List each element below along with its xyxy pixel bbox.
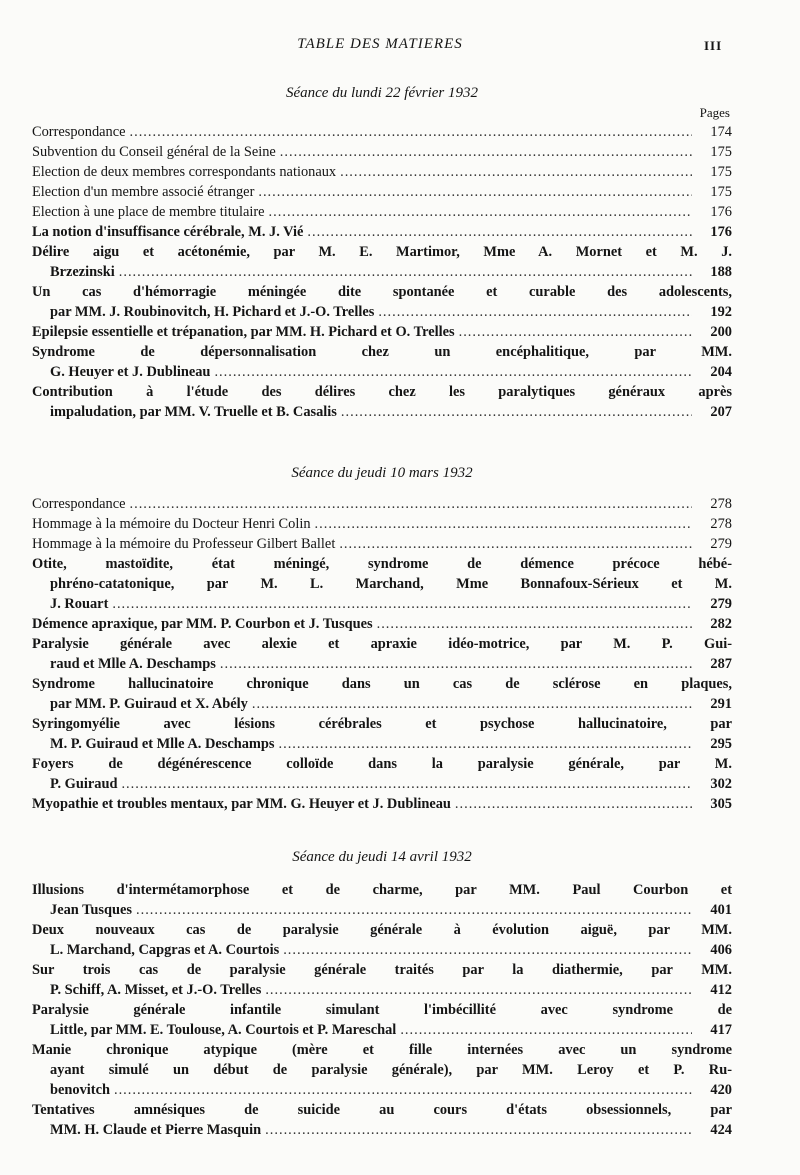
dot-leader	[252, 694, 692, 714]
section-title: Séance du lundi 22 février 1932	[285, 85, 479, 101]
entry-list	[32, 494, 732, 814]
entry-line: Délire aigu et acétonémie, par M. E. Martimor, Mme A. Mornet et M. J.	[32, 244, 732, 260]
toc-entry	[32, 382, 732, 422]
entry-line: Un cas d'hémorragie méningée dite spontanée et curable des adolescents,	[32, 284, 732, 300]
toc-entry	[32, 282, 732, 322]
entry-text: raud et Mlle A. Deschamps	[50, 656, 216, 672]
entry-line: Syndrome hallucinatoire chronique dans un cas de sclérose en plaques,	[32, 676, 732, 692]
toc-entry	[32, 1000, 732, 1040]
toc-entry	[32, 322, 732, 342]
entry-page-number: 291	[710, 696, 732, 712]
entry-line: Paralysie générale avec alexie et apraxie idéo-motrice, par M. P. Gui-	[32, 636, 732, 652]
toc-entry	[32, 1040, 732, 1100]
running-header	[0, 36, 800, 60]
entry-text: Jean Tusques	[50, 902, 132, 918]
section-session-3	[32, 846, 732, 1140]
dot-leader	[265, 980, 692, 1000]
entry-text: Correspondance	[32, 496, 126, 512]
entry-text: MM. H. Claude et Pierre Masquin	[50, 1122, 262, 1138]
toc-entry	[32, 920, 732, 960]
entry-page-number: 192	[710, 304, 732, 320]
entry-text: Démence apraxique, par MM. P. Courbon et J. Tusques	[32, 616, 373, 632]
entry-text: La notion d'insuffisance cérébrale, M. J. Vié	[32, 224, 304, 240]
entry-text: Correspondance	[32, 124, 126, 140]
entry-page-number: 282	[710, 616, 732, 632]
dot-leader	[340, 162, 692, 182]
entry-page-number: 175	[710, 164, 732, 180]
dot-leader	[136, 900, 692, 920]
entry-line: phréno-catatonique, par M. L. Marchand, Mme Bonnafoux-Sérieux et M.	[50, 576, 732, 592]
toc-entry	[32, 242, 732, 282]
entry-page-number: 278	[710, 496, 732, 512]
toc-entry	[32, 754, 732, 794]
toc-entry	[32, 202, 732, 222]
entry-line: Tentatives amnésiques de suicide au cours d'états obsessionnels, par	[32, 1102, 732, 1118]
dot-leader	[214, 362, 692, 382]
entry-text: Election d'un membre associé étranger	[32, 184, 255, 200]
entry-line	[32, 202, 732, 222]
section-session-1	[32, 82, 732, 422]
entry-line	[32, 654, 732, 674]
dot-leader	[258, 182, 692, 202]
entry-page-number: 279	[710, 596, 732, 612]
section-session-2	[32, 462, 732, 814]
dot-leader	[307, 222, 692, 242]
dot-leader	[341, 402, 692, 422]
entry-line	[32, 262, 732, 282]
page-number: III	[704, 38, 723, 53]
dot-leader	[283, 940, 692, 960]
entry-line: Otite, mastoïdite, état méningé, syndrome de démence précoce hébé-	[32, 556, 732, 572]
section-title: Séance du jeudi 14 avril 1932	[292, 849, 472, 865]
entry-list	[32, 122, 732, 422]
dot-leader	[112, 594, 692, 614]
toc-entry	[32, 494, 732, 514]
dot-leader	[119, 262, 692, 282]
entry-text: P. Guiraud	[50, 776, 118, 792]
entry-line	[32, 614, 732, 634]
entry-page-number: 188	[710, 264, 732, 280]
entry-text: par MM. J. Roubinovitch, H. Pichard et J.-O. Trelles	[50, 304, 375, 320]
entry-line	[32, 322, 732, 342]
entry-text: Election de deux membres correspondants nationaux	[32, 164, 337, 180]
entry-line: Foyers de dégénérescence colloïde dans la paralysie générale, par M.	[32, 756, 732, 772]
entry-line	[32, 182, 732, 202]
dot-leader	[114, 1080, 692, 1100]
entry-page-number: 287	[710, 656, 732, 672]
toc-entry	[32, 534, 732, 554]
entry-line	[32, 302, 732, 322]
entry-page-number: 207	[710, 404, 732, 420]
pages-column-label: Pages	[699, 105, 730, 120]
entry-text: Little, par MM. E. Toulouse, A. Courtois et P. Mareschal	[50, 1022, 397, 1038]
entry-text: par MM. P. Guiraud et X. Abély	[50, 696, 248, 712]
entry-line	[32, 362, 732, 382]
section-title: Séance du jeudi 10 mars 1932	[291, 465, 473, 481]
entry-line	[32, 1080, 732, 1100]
entry-line	[32, 900, 732, 920]
dot-leader	[121, 774, 692, 794]
toc-entry	[32, 960, 732, 1000]
toc-entry	[32, 222, 732, 242]
entry-line	[32, 1120, 732, 1140]
toc-entry	[32, 554, 732, 614]
entry-line: Manie chronique atypique (mère et fille internées avec un syndrome	[32, 1042, 732, 1058]
entry-line	[32, 402, 732, 422]
entry-page-number: 278	[710, 516, 732, 532]
toc-entry	[32, 162, 732, 182]
dot-leader	[377, 614, 692, 634]
entry-line	[32, 534, 732, 554]
entry-line	[32, 142, 732, 162]
toc-entry	[32, 142, 732, 162]
entry-line	[32, 494, 732, 514]
dot-leader	[280, 142, 692, 162]
dot-leader	[315, 514, 692, 534]
entry-line: Contribution à l'étude des délires chez les paralytiques généraux après	[32, 384, 732, 400]
toc-entry	[32, 182, 732, 202]
entry-text: G. Heuyer et J. Dublineau	[50, 364, 211, 380]
dot-leader	[400, 1020, 692, 1040]
toc-entry	[32, 514, 732, 534]
entry-page-number: 279	[710, 536, 732, 552]
toc-entry	[32, 614, 732, 634]
toc-entry	[32, 794, 732, 814]
dot-leader	[459, 322, 692, 342]
entry-page-number: 176	[710, 204, 732, 220]
entry-line: Syringomyélie avec lésions cérébrales et psychose hallucinatoire, par	[32, 716, 732, 732]
entry-text: Election à une place de membre titulaire	[32, 204, 265, 220]
entry-text: Myopathie et troubles mentaux, par MM. G. Heuyer et J. Dublineau	[32, 796, 451, 812]
entry-text: P. Schiff, A. Misset, et J.-O. Trelles	[50, 982, 262, 998]
dot-leader	[265, 1120, 692, 1140]
dot-leader	[130, 122, 692, 142]
entry-line: Syndrome de dépersonnalisation chez un encéphalitique, par MM.	[32, 344, 732, 360]
entry-line	[32, 774, 732, 794]
page-title: TABLE DES MATIERES	[297, 36, 463, 52]
entry-line	[32, 162, 732, 182]
entry-line: Illusions d'intermétamorphose et de charme, par MM. Paul Courbon et	[32, 882, 732, 898]
entry-line	[32, 734, 732, 754]
entry-text: Hommage à la mémoire du Docteur Henri Colin	[32, 516, 311, 532]
entry-list	[32, 880, 732, 1140]
entry-page-number: 176	[710, 224, 732, 240]
entry-page-number: 204	[710, 364, 732, 380]
entry-page-number: 417	[710, 1022, 732, 1038]
entry-line	[32, 694, 732, 714]
entry-text: Hommage à la mémoire du Professeur Gilbert Ballet	[32, 536, 336, 552]
entry-page-number: 200	[710, 324, 732, 340]
toc-entry	[32, 122, 732, 142]
entry-line	[32, 594, 732, 614]
entry-line	[32, 980, 732, 1000]
entry-line: Deux nouveaux cas de paralysie générale à évolution aiguë, par MM.	[32, 922, 732, 938]
entry-page-number: 412	[710, 982, 732, 998]
entry-page-number: 305	[710, 796, 732, 812]
entry-text: M. P. Guiraud et Mlle A. Deschamps	[50, 736, 275, 752]
entry-line: Sur trois cas de paralysie générale traités par la diathermie, par MM.	[32, 962, 732, 978]
entry-line	[32, 514, 732, 534]
toc-entry	[32, 634, 732, 674]
dot-leader	[279, 734, 692, 754]
entry-line	[32, 940, 732, 960]
dot-leader	[378, 302, 692, 322]
entry-page-number: 302	[710, 776, 732, 792]
toc-entry	[32, 674, 732, 714]
toc-entry	[32, 342, 732, 382]
entry-line	[32, 794, 732, 814]
entry-text: J. Rouart	[50, 596, 109, 612]
entry-page-number: 174	[710, 124, 732, 140]
entry-line	[32, 222, 732, 242]
dot-leader	[455, 794, 692, 814]
entry-text: L. Marchand, Capgras et A. Courtois	[50, 942, 280, 958]
entry-page-number: 295	[710, 736, 732, 752]
entry-line: ayant simulé un début de paralysie générale), par MM. Leroy et P. Ru-	[50, 1062, 732, 1078]
toc-entry	[32, 714, 732, 754]
entry-page-number: 420	[710, 1082, 732, 1098]
entry-page-number: 175	[710, 184, 732, 200]
entry-page-number: 175	[710, 144, 732, 160]
entry-line	[32, 1020, 732, 1040]
entry-line: Paralysie générale infantile simulant l'imbécillité avec syndrome de	[32, 1002, 732, 1018]
entry-text: benovitch	[50, 1082, 110, 1098]
dot-leader	[130, 494, 692, 514]
entry-line	[32, 122, 732, 142]
entry-text: Subvention du Conseil général de la Seine	[32, 144, 276, 160]
entry-text: impaludation, par MM. V. Truelle et B. Casalis	[50, 404, 337, 420]
entry-page-number: 424	[710, 1122, 732, 1138]
dot-leader	[339, 534, 692, 554]
toc-entry	[32, 1100, 732, 1140]
entry-page-number: 401	[710, 902, 732, 918]
entry-text: Brzezinski	[50, 264, 115, 280]
dot-leader	[269, 202, 692, 222]
toc-entry	[32, 880, 732, 920]
entry-page-number: 406	[710, 942, 732, 958]
dot-leader	[220, 654, 692, 674]
entry-text: Epilepsie essentielle et trépanation, par MM. H. Pichard et O. Trelles	[32, 324, 455, 340]
